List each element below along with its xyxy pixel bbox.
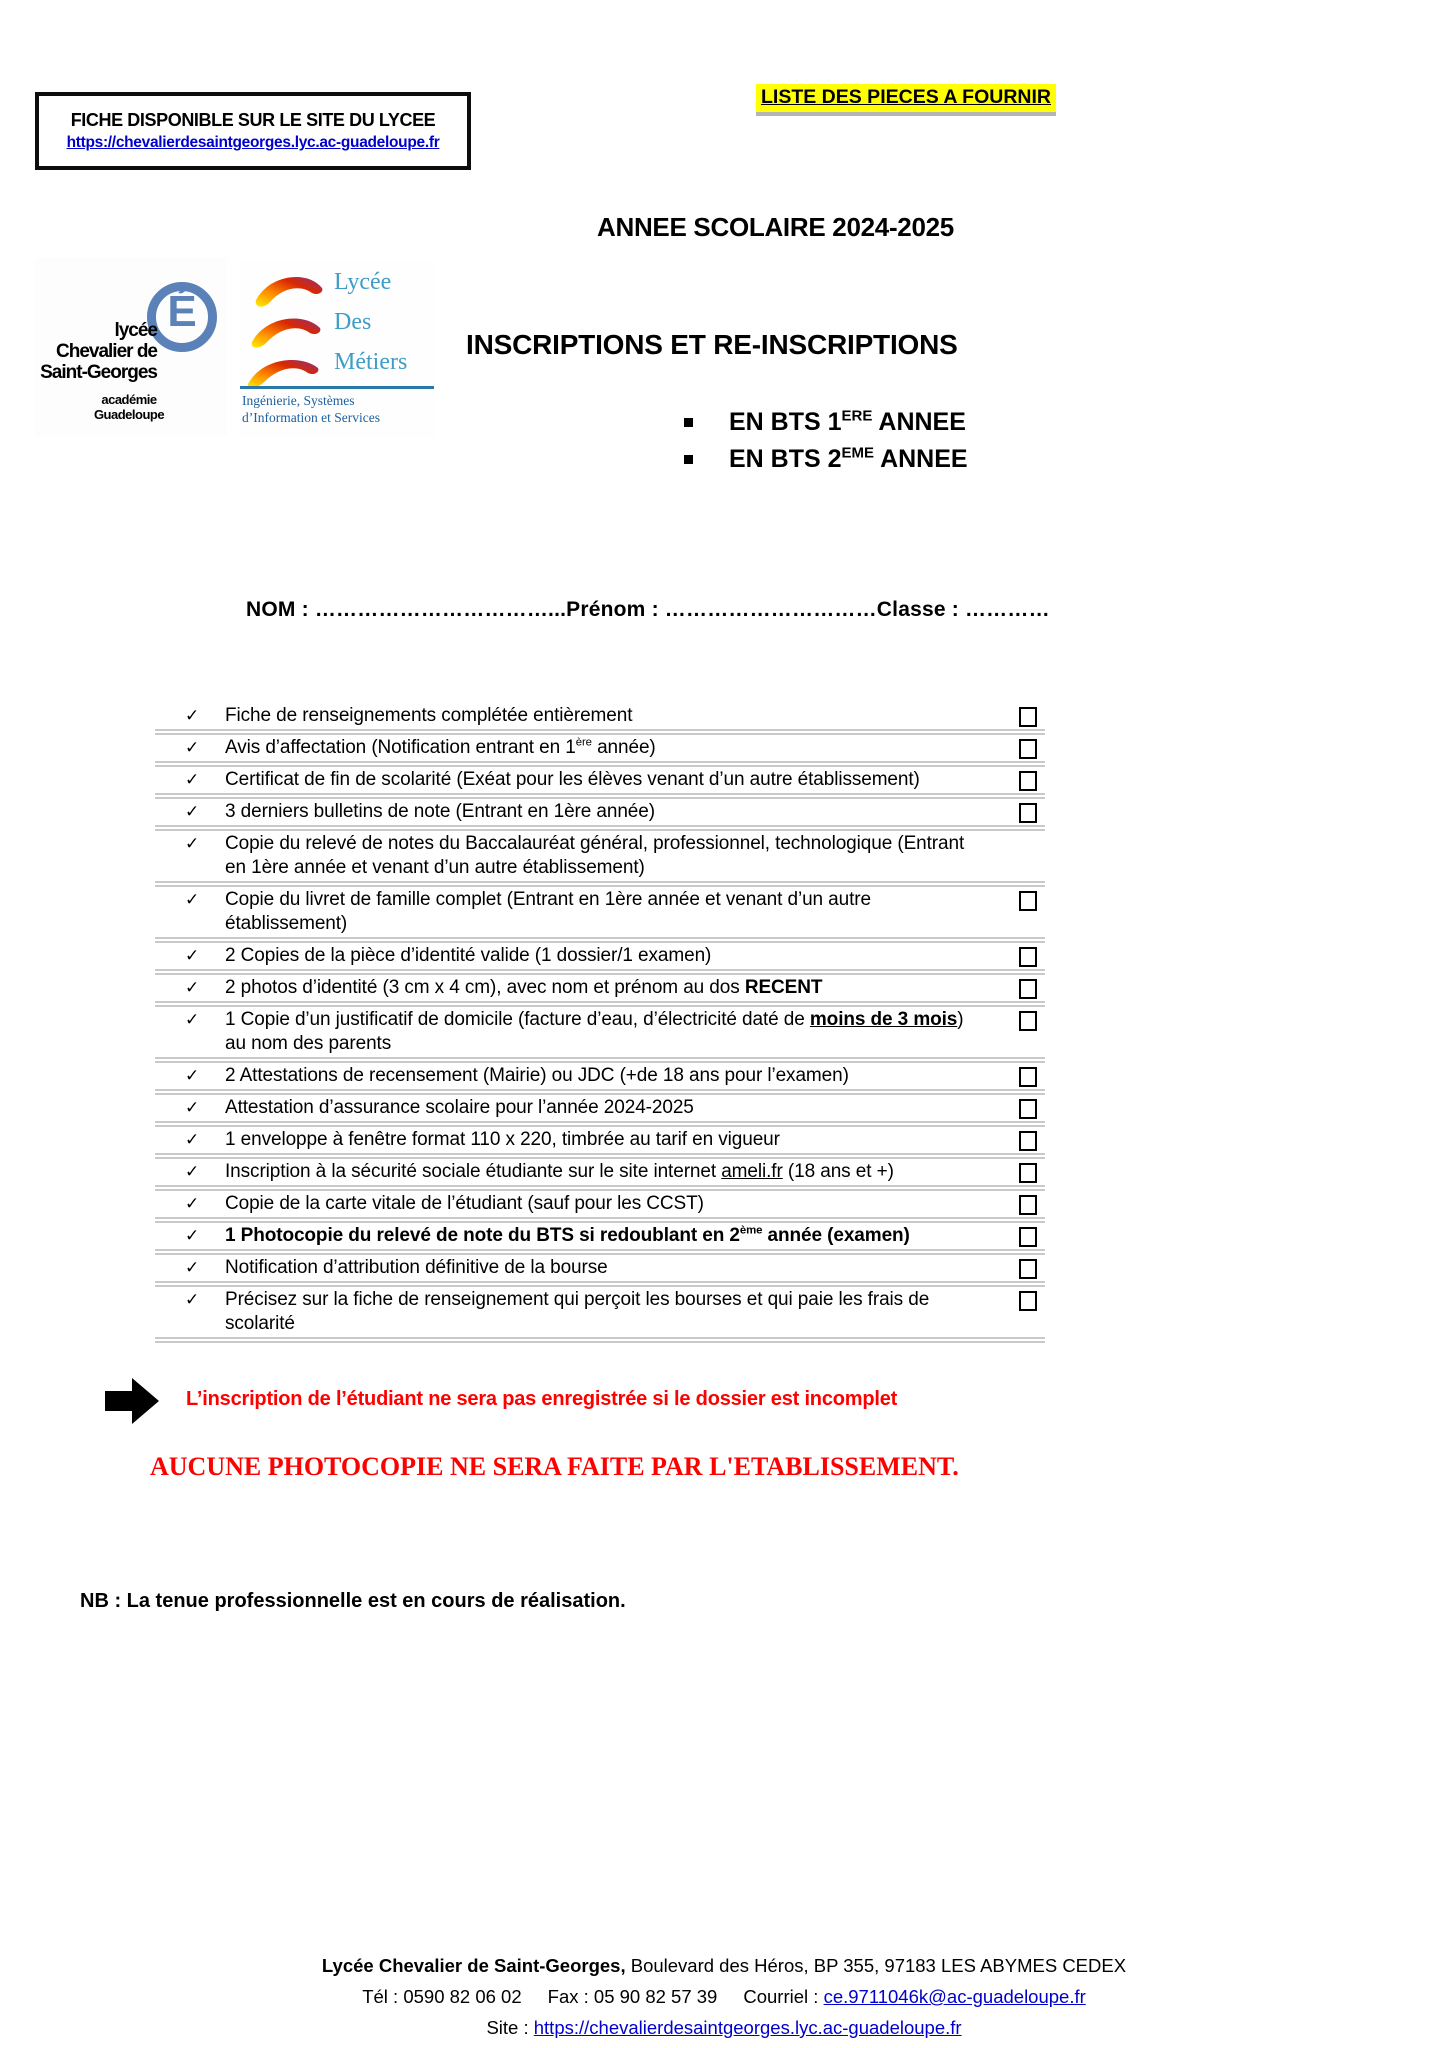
text-segment: Copie du relevé de notes du Baccalauréat général, professionnel, technologique (Entrant en 1ère année et venant d’un autre établissement) [225,833,965,878]
text-segment: ) au nom des parents [225,1009,964,1054]
checkbox[interactable] [1019,1131,1037,1151]
text-segment: 2 Copies de la pièce d’identité valide (1 dossier/1 examen) [225,945,712,966]
pieces-banner-text: LISTE DES PIECES A FOURNIR [761,86,1052,108]
footer-fax: Fax : 05 90 82 57 39 [547,1986,718,2007]
footer-courriel-label: Courriel : [743,1986,824,2007]
checklist-row [155,767,1045,793]
square-bullet-icon [684,418,693,427]
checkmark-icon: ✓ [185,946,200,965]
checklist-item-text [225,1160,985,1184]
text-segment: 3 derniers bulletins de note (Entrant en 1ère année) [225,801,655,822]
text-segment: 1 enveloppe à fenêtre format 110 x 220, timbrée au tarif en vigueur [225,1129,780,1150]
checkbox[interactable] [1019,1259,1037,1279]
checklist-row [155,1223,1045,1249]
metiers-name-line: Des [334,309,372,335]
text-segment: Inscription à la sécurité sociale étudiante sur le site internet [225,1161,722,1182]
text-segment: ème [739,1224,763,1237]
text-segment: ère [575,736,592,749]
text-segment: EME [841,444,875,462]
text-segment: Notification d’attribution définitive de la bourse [225,1257,608,1278]
academie-name-line: lycée [114,320,157,341]
checkmark-icon: ✓ [185,1290,200,1309]
text-segment: année) [591,737,656,758]
checklist-item-text [225,1128,985,1152]
text-segment: Certificat de fin de scolarité (Exéat pour les élèves venant d’un autre établissement) [225,769,920,790]
footer [0,1950,1448,2043]
checkbox[interactable] [1019,1067,1037,1087]
footer-site-label: Site : [486,2017,534,2038]
metiers-logo [240,260,436,438]
checkbox[interactable] [1019,1195,1037,1215]
checkmark-icon: ✓ [185,978,200,997]
checkmark-icon: ✓ [185,890,200,909]
checkbox-cell [985,1224,1045,1247]
checklist-item-text [225,800,985,824]
academie-logo-name [35,320,157,383]
checkbox-cell [985,800,1045,823]
text-segment: Attestation d’assurance scolaire pour l’année 2024-2025 [225,1097,694,1118]
site-box-title: FICHE DISPONIBLE SUR LE SITE DU LYCEE [70,110,436,130]
checklist-row [155,1255,1045,1281]
text-segment: 1 Photocopie du relevé de note du BTS si redoublant en 2 [225,1225,740,1246]
pieces-banner [756,84,1056,112]
checkbox-cell [985,944,1045,967]
arrow-right-icon [105,1378,159,1424]
checklist [155,703,1045,1343]
checklist-row [155,1127,1045,1153]
metiers-name-line: Métiers [334,349,408,375]
checkmark-icon: ✓ [185,802,200,821]
checkbox-cell [985,768,1045,791]
warning-no-photocopy-text: AUCUNE PHOTOCOPIE NE SERA FAITE PAR L'ETABLISSEMENT. [150,1452,959,1481]
checkbox-cell [985,1160,1045,1183]
square-bullet-icon [684,455,693,464]
checkbox-cell [985,1008,1045,1031]
checkmark-icon: ✓ [185,770,200,789]
name-class-line: NOM : ……………………………...Prénom : …………………………Classe : ………… [246,598,1050,621]
checklist-item-text [225,1008,985,1056]
checklist-row [155,1095,1045,1121]
checkbox-cell [985,704,1045,727]
academie-emblem-icon [147,282,217,352]
checkmark-icon: ✓ [185,1010,200,1029]
text-segment: Avis d’affectation (Notification entrant en 1 [225,737,576,758]
footer-site-line [0,2012,1448,2043]
academie-logo-subtitle [69,392,189,422]
checkmark-icon: ✓ [185,738,200,757]
checklist-item-text [225,704,985,728]
checklist-item-text [225,736,985,760]
warning-incomplete-text: L’inscription de l’étudiant ne sera pas enregistrée si le dossier est incomplet [186,1388,898,1410]
bts-bullet-list [684,404,968,478]
text-segment: 2 Attestations de recensement (Mairie) ou JDC (+de 18 ans pour l’examen) [225,1065,849,1086]
text-segment: EN BTS 1 [729,408,842,436]
checkbox-cell [985,832,1045,835]
metiers-tagline-line: d’Information et Services [242,410,380,425]
checkbox[interactable] [1019,739,1037,759]
checkbox[interactable] [1019,979,1037,999]
checkmark-icon: ✓ [185,1130,200,1149]
footer-site-link[interactable]: https://chevalierdesaintgeorges.lyc.ac-guadeloupe.fr [533,2017,962,2038]
academie-emblem-letter: É [167,287,197,336]
footer-school-name: Lycée Chevalier de Saint-Georges, [321,1955,626,1976]
text-segment: Précisez sur la fiche de renseignement qui perçoit les bourses et qui paie les frais de scolarité [225,1289,930,1334]
checklist-row [155,831,1045,881]
text-segment: 2 photos d’identité (3 cm x 4 cm), avec nom et prénom au dos [225,977,745,998]
checkbox[interactable] [1019,1163,1037,1183]
footer-tel: Tél : 0590 82 06 02 [362,1986,522,2007]
site-box-link[interactable]: https://chevalierdesaintgeorges.lyc.ac-guadeloupe.fr [66,134,440,151]
checklist-row [155,1159,1045,1185]
checklist-row [155,735,1045,761]
footer-address-line [0,1950,1448,1981]
checkmark-icon: ✓ [185,834,200,853]
text-segment: moins de 3 mois [809,1009,958,1030]
checkbox-cell [985,1256,1045,1279]
academie-name-line: Saint-Georges [40,362,157,383]
checkbox[interactable] [1019,891,1037,911]
text-segment: ameli.fr [721,1161,783,1182]
row-divider [155,1337,1045,1343]
checkbox-cell [985,1096,1045,1119]
nb-note: NB : La tenue professionnelle est en cours de réalisation. [80,1590,626,1612]
academie-logo [35,258,227,436]
text-segment: ERE [841,407,873,425]
checklist-row [155,1191,1045,1217]
bts-bullet-text [729,408,966,437]
metiers-logo-rule [240,386,434,389]
checklist-item-text [225,1192,985,1216]
bts-bullet-text [729,445,968,474]
checklist-item-text [225,1256,985,1280]
checkbox-cell [985,736,1045,759]
metiers-swirl-icon [242,266,330,388]
checkbox-cell [985,976,1045,999]
checklist-row [155,1287,1045,1337]
checklist-row [155,1063,1045,1089]
checkmark-icon: ✓ [185,1194,200,1213]
checkbox-cell [985,1064,1045,1087]
text-segment: Copie du livret de famille complet (Entrant en 1ère année et venant d’un autre établissement) [225,889,871,934]
footer-address-rest: Boulevard des Héros, BP 355, 97183 LES ABYMES CEDEX [625,1955,1127,1976]
text-segment: année (examen) [762,1225,910,1246]
checklist-item-text [225,1064,985,1088]
checklist-item-text [225,888,985,936]
academie-sub-line: Guadeloupe [93,407,165,422]
metiers-name-line: Lycée [334,269,392,295]
checkbox-cell [985,888,1045,911]
text-segment: 1 Copie d’un justificatif de domicile (facture d’eau, d’électricité daté de [225,1009,810,1030]
text-segment: EN BTS 2 [729,445,842,473]
checklist-item-text [225,832,985,880]
checklist-row [155,799,1045,825]
page-title: INSCRIPTIONS ET RE-INSCRIPTIONS [466,329,958,360]
text-segment: ANNEE [872,408,966,436]
checkmark-icon: ✓ [185,1226,200,1245]
checkbox[interactable] [1019,1011,1037,1031]
checklist-item-text [225,768,985,792]
metiers-logo-name [334,262,407,382]
checklist-row [155,1007,1045,1057]
checkmark-icon: ✓ [185,1162,200,1181]
checklist-row [155,703,1045,729]
checklist-row [155,887,1045,937]
checkbox[interactable] [1019,1099,1037,1119]
text-segment: (18 ans et +) [782,1161,894,1182]
academie-name-line: Chevalier de [56,341,157,362]
checkbox[interactable] [1019,1291,1037,1311]
checklist-item-text [225,1288,985,1336]
text-segment: Fiche de renseignements complétée entièrement [225,705,633,726]
checkmark-icon: ✓ [185,1066,200,1085]
checklist-row [155,943,1045,969]
checklist-row [155,975,1045,1001]
metiers-logo-tagline [242,392,438,426]
text-segment: RECENT [744,977,823,998]
checkmark-icon: ✓ [185,1098,200,1117]
checkbox-cell [985,1192,1045,1215]
metiers-tagline-line: Ingénierie, Systèmes [242,393,355,408]
bts-bullet-item [684,441,968,478]
checkbox-cell [985,1128,1045,1151]
checklist-item-text [225,976,985,1000]
checkbox-cell [985,1288,1045,1311]
checklist-item-text [225,1224,985,1248]
text-segment: Copie de la carte vitale de l’étudiant (sauf pour les CCST) [225,1193,704,1214]
academie-sub-line: académie [101,392,157,407]
checkbox[interactable] [1019,1227,1037,1247]
footer-email-link[interactable]: ce.9711046k@ac-guadeloupe.fr [823,1986,1086,2007]
checklist-item-text [225,1096,985,1120]
school-year-title: ANNEE SCOLAIRE 2024-2025 [597,212,954,242]
text-segment: ANNEE [874,445,968,473]
checklist-item-text [225,944,985,968]
checkbox[interactable] [1019,707,1037,727]
checkmark-icon: ✓ [185,1258,200,1277]
site-info-box [35,92,471,170]
footer-contact-line [0,1981,1448,2012]
bts-bullet-item [684,404,968,441]
checkbox[interactable] [1019,947,1037,967]
checkbox[interactable] [1019,771,1037,791]
checkbox[interactable] [1019,803,1037,823]
checkmark-icon: ✓ [185,706,200,725]
